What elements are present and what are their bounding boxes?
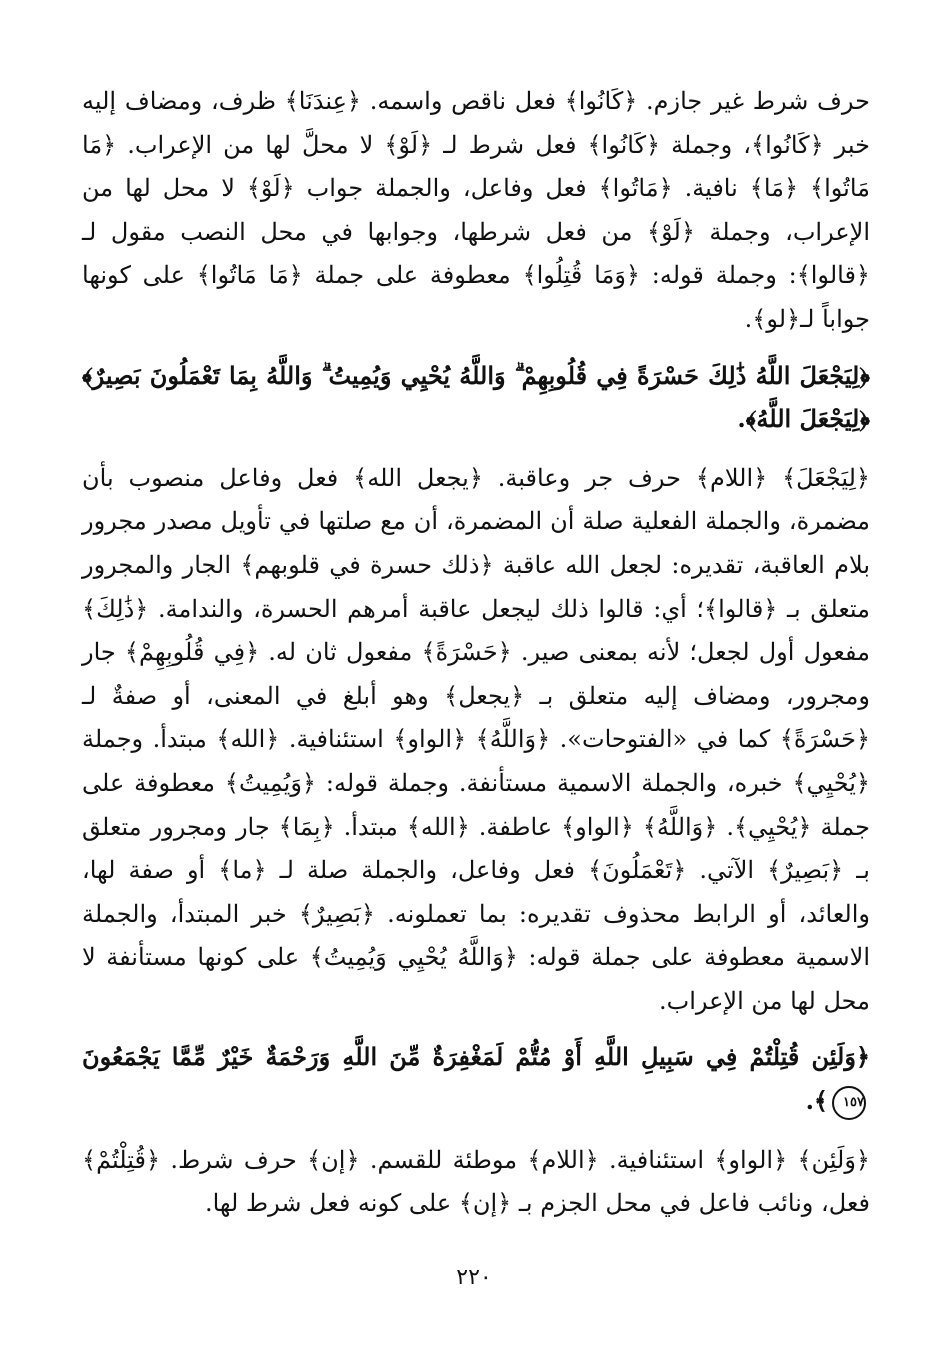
page-body — [82, 80, 870, 1226]
page-number: ٢٢٠ — [456, 1265, 492, 1290]
verse-end-mark: ﴾. — [805, 1086, 828, 1116]
commentary-paragraph-3: ﴿وَلَئِن﴾ ﴿الواو﴾ استئنافية. ﴿اللام﴾ موطئة للقسم. ﴿إن﴾ حرف شرط. ﴿قُتِلْتُمْ﴾ فعل، ونائب فاعل في محل الجزم بـ ﴿إن﴾ على كونه فعل شرط لها. — [82, 1145, 870, 1218]
commentary-paragraph-1: حرف شرط غير جازم. ﴿كَانُوا﴾ فعل ناقص واسمه. ﴿عِندَنَا﴾ ظرف، ومضاف إليه خبر ﴿كَانُوا﴾، وجملة ﴿كَانُوا﴾ فعل شرط لـ ﴿لَوْ﴾ لا محلَّ لها من الإعراب. ﴿مَا مَاتُوا﴾ ﴿مَا﴾ نافية. ﴿مَاتُوا﴾ فعل وفاعل، والجملة جواب ﴿لَوْ﴾ لا محل لها من الإعراب، وجملة ﴿لَوْ﴾ من فعل شرطها، وجوابها في محل النصب مقول لـ ﴿قالوا﴾: وجملة قوله: ﴿وَمَا قُتِلُوا﴾ معطوفة على جملة ﴿مَا مَاتُوا﴾ على كونها جواباً لـ﴿لو﴾. — [82, 87, 870, 333]
quran-verse-2 — [82, 1035, 870, 1122]
commentary-paragraph-2: ﴿لِيَجْعَلَ﴾ ﴿اللام﴾ حرف جر وعاقبة. ﴿يجعل الله﴾ فعل وفاعل منصوب بأن مضمرة، والجملة الفعلية صلة أن المضمرة، أن مع صلتها في تأويل مصدر مجرور بلام العاقبة، تقديره: لجعل الله عاقبة ﴿ذلك حسرة في قلوبهم﴾ الجار والمجرور متعلق بـ ﴿قالوا﴾؛ أي: قالوا ذلك ليجعل عاقبة أمرهم الحسرة، والندامة. ﴿ذَٰلِكَ﴾ مفعول أول لجعل؛ لأنه بمعنى صير. ﴿حَسْرَةً﴾ مفعول ثان له. ﴿فِي قُلُوبِهِمْ﴾ جار ومجرور، ومضاف إليه متعلق بـ ﴿يجعل﴾ وهو أبلغ في المعنى، أو صفةٌ لـ ﴿حَسْرَةً﴾ كما في «الفتوحات». ﴿وَاللَّهُ﴾ ﴿الواو﴾ استئنافية. ﴿الله﴾ مبتدأ. وجملة ﴿يُحْيِي﴾ خبره، والجملة الاسمية مستأنفة. وجملة قوله: ﴿وَيُمِيتُ﴾ معطوفة على جملة ﴿يُحْيِي﴾. ﴿وَاللَّهُ﴾ ﴿الواو﴾ عاطفة. ﴿الله﴾ مبتدأ. ﴿بِمَا﴾ جار ومجرور متعلق بـ ﴿بَصِيرٌ﴾ الآتي. ﴿تَعْمَلُونَ﴾ فعل وفاعل، والجملة صلة لـ ﴿ما﴾ أو صفة لها، والعائد، أو الرابط محذوف تقديره: بما تعملونه. ﴿بَصِيرٌ﴾ خبر المبتدأ، والجملة الاسمية معطوفة على جملة قوله: ﴿وَاللَّهُ يُحْيِي وَيُمِيتُ﴾ على كونها مستأنفة لا محل لها من الإعراب. — [82, 463, 870, 1015]
quran-verse-2-text: ﴿وَلَئِن قُتِلْتُمْ فِي سَبِيلِ اللَّهِ أَوْ مُتُّمْ لَمَغْفِرَةٌ مِّنَ اللَّهِ وَرَحْمَةٌ خَيْرٌ مِّمَّا يَجْمَعُونَ — [82, 1042, 870, 1072]
quran-verse-1: ﴿لِيَجْعَلَ اللَّهُ ذَٰلِكَ حَسْرَةً فِي قُلُوبِهِمْ ۗ وَاللَّهُ يُحْيِي وَيُمِيتُ ۗ وَاللَّهُ بِمَا تَعْمَلُونَ بَصِيرٌ﴾ ﴿لِيَجْعَلَ اللَّهُ﴾. — [82, 360, 870, 434]
verse-number-badge: ١٥٧ — [832, 1086, 866, 1120]
